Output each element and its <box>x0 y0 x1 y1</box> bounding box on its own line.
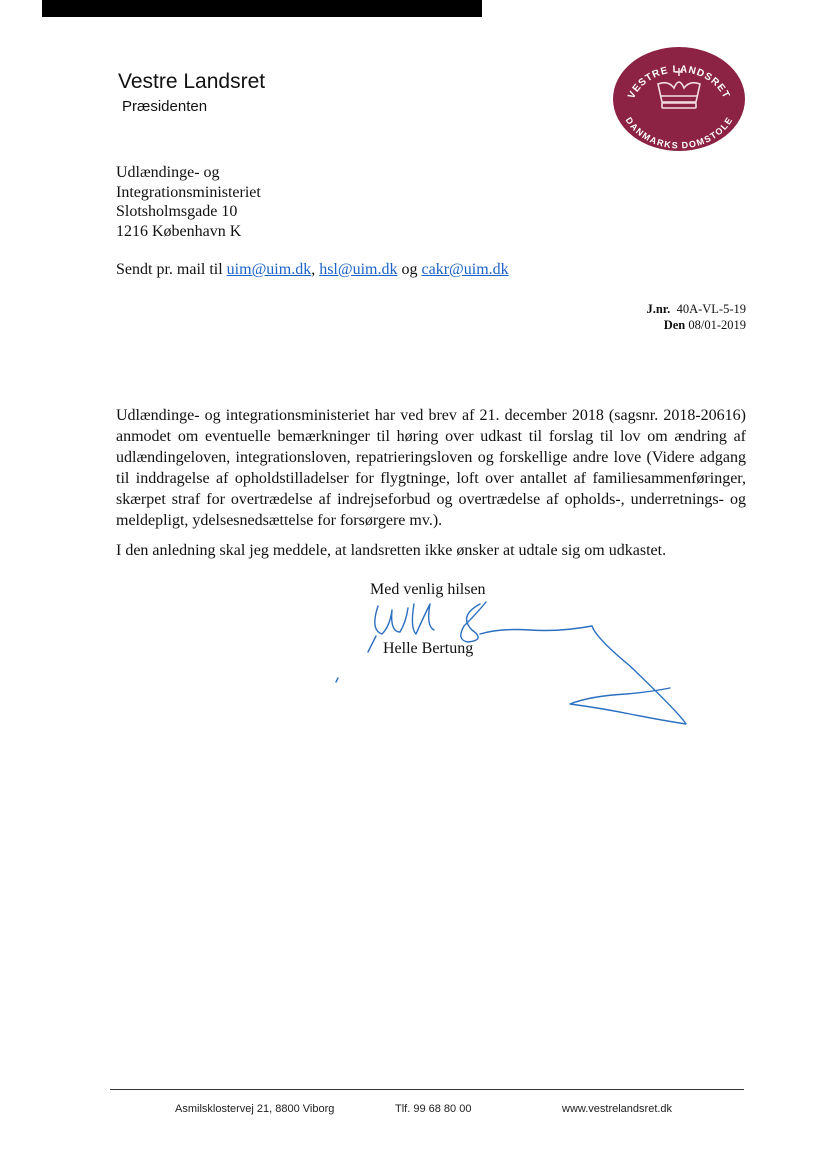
court-name: Vestre Landsret <box>118 70 266 93</box>
footer-divider <box>110 1089 744 1090</box>
address-line: Integrationsministeriet <box>116 183 261 201</box>
email-link-cakr[interactable]: cakr@uim.dk <box>421 261 509 278</box>
sent-prefix: Sendt pr. mail til <box>116 261 227 278</box>
address-line: Udlændinge- og <box>116 164 220 181</box>
address-line: 1216 København K <box>116 222 242 240</box>
email-link-hsl[interactable]: hsl@uim.dk <box>319 261 398 278</box>
reference-block <box>646 301 746 333</box>
handwritten-signature <box>330 596 700 741</box>
court-seal <box>612 46 746 152</box>
body-paragraph-1: Udlændinge- og integrationsministeriet har ved brev af 21. december 2018 (sagsnr. 2018-20616) anmodet om eventuelle bemærkninger til høring over udkast til forslag til lov om ændring af udlændingeloven, integrationsloven, repatrieringsloven og forskellige andre love (Videre adgang til inddragelse af opholdstilladelser for flygtninge, loft over antallet af familiesammenføringer, skærpet straf for overtrædelse af indrejseforbud og overtrædelse af opholds-, underretnings- og meldepligt, ydelsesnedsættelse for forsørgere mv.). <box>116 407 746 529</box>
body-paragraph-2: I den anledning skal jeg meddele, at landsretten ikke ønsker at udtale sig om udkastet. <box>116 542 667 559</box>
footer-address: Asmilsklostervej 21, 8800 Viborg <box>175 1103 335 1115</box>
date-value: 08/01-2019 <box>688 318 746 332</box>
footer-phone: Tlf. 99 68 80 00 <box>395 1103 472 1115</box>
seal-top-text: VESTRE LANDSRET <box>626 64 732 101</box>
jnr-label: J.nr. <box>646 302 671 316</box>
address-line: Slotsholmsgade 10 <box>116 203 238 220</box>
closing-greeting: Med venlig hilsen <box>370 581 486 598</box>
department-title: Præsidenten <box>122 98 208 115</box>
separator: , <box>311 261 320 278</box>
footer-website[interactable]: www.vestrelandsret.dk <box>562 1103 673 1115</box>
date-label: Den <box>663 318 686 332</box>
signer-name: Helle Bertung <box>383 640 474 657</box>
seal-bottom-text: DANMARKS DOMSTOLE <box>623 115 735 151</box>
separator: og <box>397 261 422 278</box>
redaction-bar <box>42 0 482 17</box>
email-link-uim[interactable]: uim@uim.dk <box>226 261 312 278</box>
sent-via-line <box>116 261 509 279</box>
jnr-value: 40A-VL-5-19 <box>676 302 746 316</box>
recipient-address <box>116 163 261 241</box>
